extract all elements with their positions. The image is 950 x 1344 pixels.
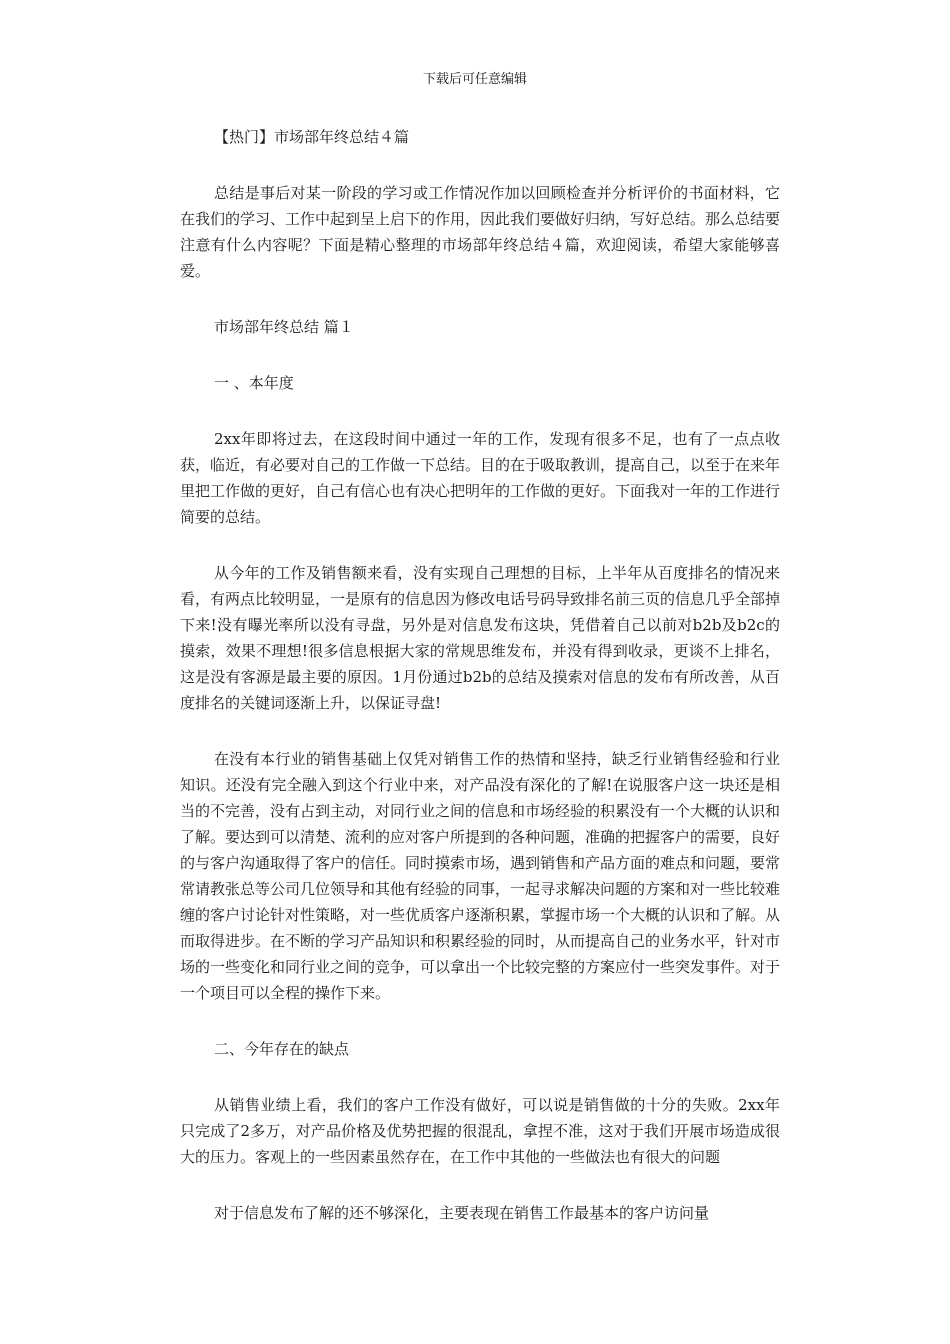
heading-1: 一 、本年度: [214, 374, 294, 392]
paragraph-4: 从销售业绩上看，我们的客户工作没有做好，可以说是销售做的十分的失败。2xx年只完成了2多万，对产品价格及优势把握的很混乱，拿捏不准，这对于我们开展市场造成很大的压力。客观上的一些因素虽然存在，在工作中其他的一些做法也有很大的问题: [180, 1096, 780, 1166]
intro-paragraph: 总结是事后对某一阶段的学习或工作情况作加以回顾检查并分析评价的书面材料，它在我们的学习、工作中起到呈上启下的作用，因此我们要做好归纳，写好总结。那么总结要注意有什么内容呢？下面是精心整理的市场部年终总结４篇，欢迎阅读，希望大家能够喜爱。: [180, 184, 781, 280]
document-title: 【热门】市场部年终总结４篇: [214, 128, 410, 146]
section-title: 市场部年终总结 篇１: [214, 318, 354, 336]
header-note: 下载后可任意编辑: [422, 72, 527, 87]
paragraph-2: 从今年的工作及销售额来看，没有实现自己理想的目标，上半年从百度排名的情况来看，有两点比较明显，一是原有的信息因为修改电话号码导致排名前三页的信息几乎全部掉下来!没有曝光率所以没有寻盘，另外是对信息发布这块，凭借着自己以前对b2b及b2c的摸索，效果不理想!很多信息根据大家的常规思维发布，并没有得到收录，更谈不上排名，这是没有客源是最主要的原因。1月份通过b2b的总结及摸索对信息的发布有所改善，从百度排名的关键词逐渐上升，以保证寻盘!: [180, 564, 781, 712]
document-body: [180, 124, 780, 1256]
paragraph-3: 在没有本行业的销售基础上仅凭对销售工作的热情和坚持，缺乏行业销售经验和行业知识。还没有完全融入到这个行业中来，对产品没有深化的了解!在说服客户这一块还是相当的不完善，没有占到主动，对同行业之间的信息和市场经验的积累没有一个大概的认识和了解。要达到可以清楚、流利的应对客户所提到的各种问题，准确的把握客户的需要，良好的与客户沟通取得了客户的信任。同时摸索市场，遇到销售和产品方面的难点和问题，要常常请教张总等公司几位领导和其他有经验的同事，一起寻求解决问题的方案和对一些比较难缠的客户讨论针对性策略，对一些优质客户逐渐积累，掌握市场一个大概的认识和了解。从而取得进步。在不断的学习产品知识和积累经验的同时，从而提高自己的业务水平，针对市场的一些变化和同行业之间的竞争，可以拿出一个比较完整的方案应付一些突发事件。对于一个项目可以全程的操作下来。: [180, 750, 781, 1002]
paragraph-5: 对于信息发布了解的还不够深化，主要表现在销售工作最基本的客户访问量: [214, 1204, 710, 1222]
heading-2: 二、今年存在的缺点: [214, 1040, 350, 1058]
paragraph-1: 2xx年即将过去，在这段时间中通过一年的工作，发现有很多不足，也有了一点点收获，临近，有必要对自己的工作做一下总结。目的在于吸取教训，提高自己，以至于在来年里把工作做的更好，自己有信心也有决心把明年的工作做的更好。下面我对一年的工作进行简要的总结。: [180, 430, 781, 526]
